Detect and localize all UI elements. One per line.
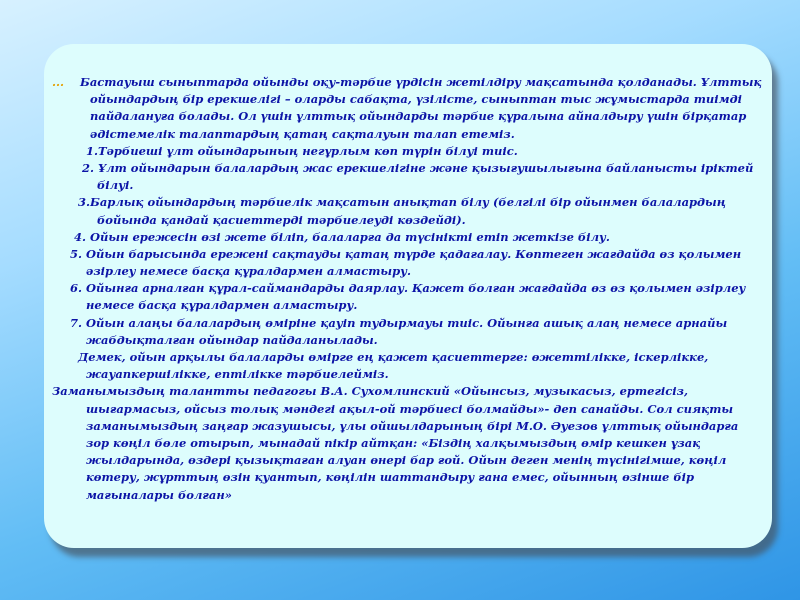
bullet-marker: ...: [52, 75, 65, 89]
text-line: жылдарында, өздері қызықтаған алуан өнері бар ғой. Ойын деген менің түсінігімше, көңіл: [86, 453, 727, 468]
text-line: жауапкершілікке, ептілікке тәрбиелейміз.: [86, 367, 389, 382]
text-line: мағыналары болған»: [86, 487, 232, 502]
text-line: әдістемелік талаптардың қатаң сақталуын талап етеміз.: [90, 126, 515, 141]
text-line: ойындардың бір ерекшелігі – оларды сабақта, үзілісте, сыныптан тыс жұмыстарда тиімді: [90, 92, 742, 107]
text-line: бойында қандай қасиеттерді тәрбиелеуді көздейді).: [97, 212, 466, 227]
text-line: немесе басқа құралдармен алмастыру.: [86, 298, 358, 313]
text-line: 7. Ойын алаңы балалардың өміріне қауіп тудырмауы тиіс. Ойынға ашық алаң немесе арнайы: [70, 315, 728, 330]
text-line: көтеру, жұрттың өзін қуантып, көңілін шаттандыру ғана емес, ойынның өзінше бір: [86, 470, 695, 485]
text-line: 4. Ойын ережесін өзі жете біліп, балаларға да түсінікті етіп жеткізе білу.: [74, 229, 610, 244]
text-line: жабдықталған ойындар пайдаланылады.: [86, 332, 378, 347]
text-line: зор көңіл бөле отырып, мынадай пікір айтқан: «Біздің халқымыздың өмір кешкен ұзақ: [86, 435, 701, 450]
text-line: заманымыздың заңғар жазушысы, ұлы ойшылдарының бірі М.О. Әуезов ұлттық ойындарға: [86, 418, 739, 433]
text-line: 5. Ойын барысында ережені сақтауды қатаң түрде қадағалау. Көптеген жағдайда өз қолымен: [70, 246, 742, 261]
text-line: 6. Ойынға арналған құрал-саймандарды даярлау. Қажет болған жағдайда өз өз қолымен әзірлеу: [70, 281, 746, 296]
text-line: 1.Тәрбиеші ұлт ойындарының негұрлым көп түрін білуі тиіс.: [86, 143, 518, 158]
text-line: пайдалануға болады. Ол үшін ұлттық ойындарды тәрбие құралына айналдыру үшін бірқатар: [90, 109, 747, 124]
text-line: ... Бастауыш сыныптарда ойынды оқу-тәрбие үрдісін жетілдіру мақсатында қолданады. Ұлттық: [52, 75, 762, 89]
text-line: Заманымыздың талантты педагогы В.А. Сухомлинский «Ойынсыз, музыкасыз, ертегісіз,: [52, 384, 688, 399]
text-line: 2. Ұлт ойындарын балалардың жас ерекшелігіне және қызығушылығына байланысты іріктей: [82, 160, 754, 175]
text-line: 3.Барлық ойындардың тәрбиелік мақсатын анықтап білу (белгілі бір ойынмен балалардың: [78, 195, 727, 210]
text-body: [52, 74, 762, 504]
text-line: шығармасыз, ойсыз толық мәндегі ақыл-ой тәрбиесі болмайды»- деп санайды. Сол сияқты: [86, 401, 734, 416]
text-line: білуі.: [97, 178, 134, 193]
text-line: Демек, ойын арқылы балаларды өмірге ең қажет қасиеттерге: өжеттілікке, іскерлікке,: [78, 350, 709, 364]
text-line: әзірлеу немесе басқа құралдармен алмастыру.: [86, 264, 412, 279]
